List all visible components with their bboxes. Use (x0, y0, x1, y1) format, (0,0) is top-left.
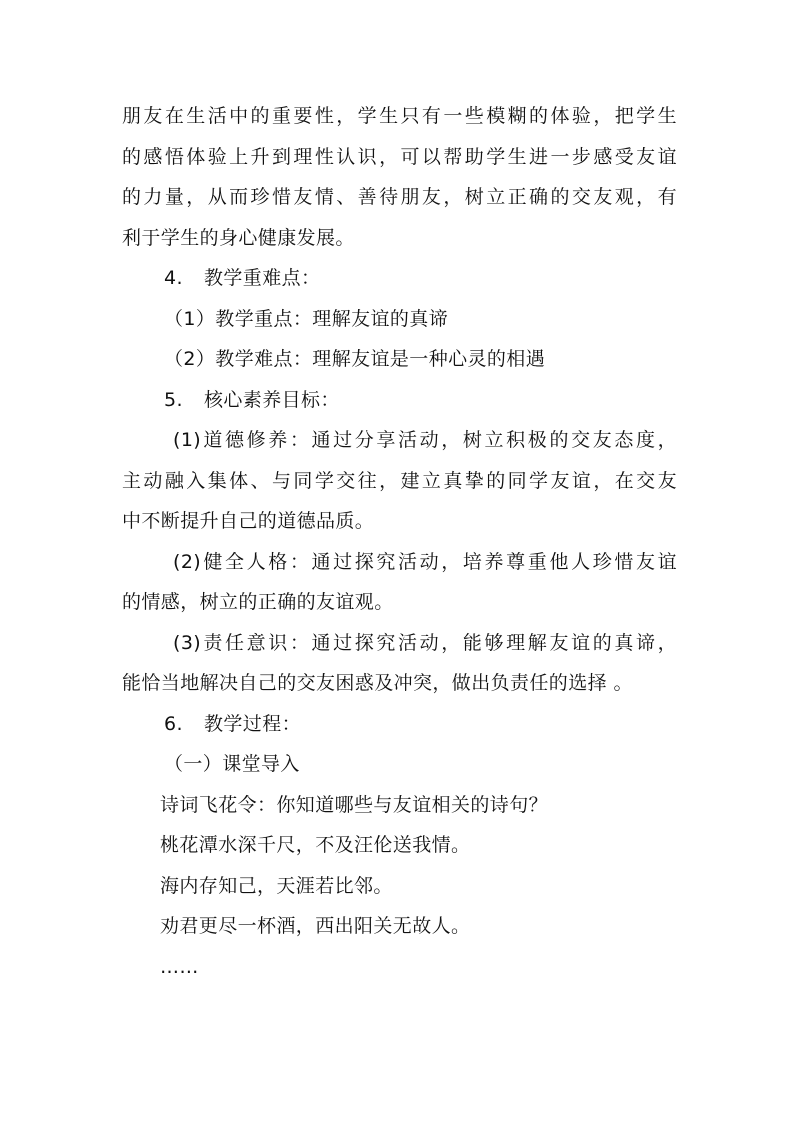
list-number: 6. (164, 712, 183, 735)
subsection-heading: （一）课堂导入 (164, 753, 300, 775)
section-heading-key-points (122, 258, 677, 299)
body-line: 诗词飞花令：你知道哪些与友谊相关的诗句？ (160, 793, 549, 816)
goal-line: (2)健全人格：通过探究活动，培养尊重他人珍惜友谊 (173, 550, 677, 573)
section-heading-core-goals (122, 380, 677, 421)
heading-text: 教学过程： (204, 712, 302, 735)
ellipsis: …… (160, 955, 199, 978)
poem-line: 桃花潭水深千尺，不及汪伦送我情。 (160, 834, 471, 856)
list-item: （2）教学难点：理解友谊是一种心灵的相遇 (164, 348, 546, 370)
body-line: 的力量，从而珍惜友情、善待朋友，树立正确的交友观，有 (122, 186, 677, 208)
document-body (122, 96, 677, 987)
goal-line: 中不断提升自己的道德品质。 (122, 510, 375, 532)
heading-text: 核心素养目标： (204, 388, 340, 411)
section-heading-process (122, 704, 677, 745)
heading-text: 教学重难点： (204, 267, 321, 289)
list-number: 5. (164, 388, 183, 411)
list-item: （1）教学重点：理解友谊的真谛 (164, 307, 449, 330)
body-line: 的感悟体验上升到理性认识，可以帮助学生进一步感受友谊 (122, 145, 677, 168)
list-number: 4. (164, 267, 183, 289)
poem-line: 劝君更尽一杯酒，西出阳关无故人。 (160, 915, 471, 937)
poem-line: 海内存知己，天涯若比邻。 (160, 874, 393, 897)
goal-line: 主动融入集体、与同学交往，建立真挚的同学友谊，在交友 (122, 469, 677, 492)
goal-line: 能恰当地解决自己的交友困惑及冲突，做出负责任的选择 。 (122, 672, 633, 694)
body-line: 利于学生的身心健康发展。 (122, 226, 355, 249)
goal-line: (1)道德修养：通过分享活动，树立积极的交友态度， (173, 429, 677, 451)
body-line: 朋友在生活中的重要性，学生只有一些模糊的体验，把学生 (122, 105, 677, 127)
goal-line: 的情感，树立的正确的友谊观。 (122, 591, 394, 613)
goal-line: (3)责任意识：通过探究活动，能够理解友谊的真谛， (173, 631, 677, 654)
